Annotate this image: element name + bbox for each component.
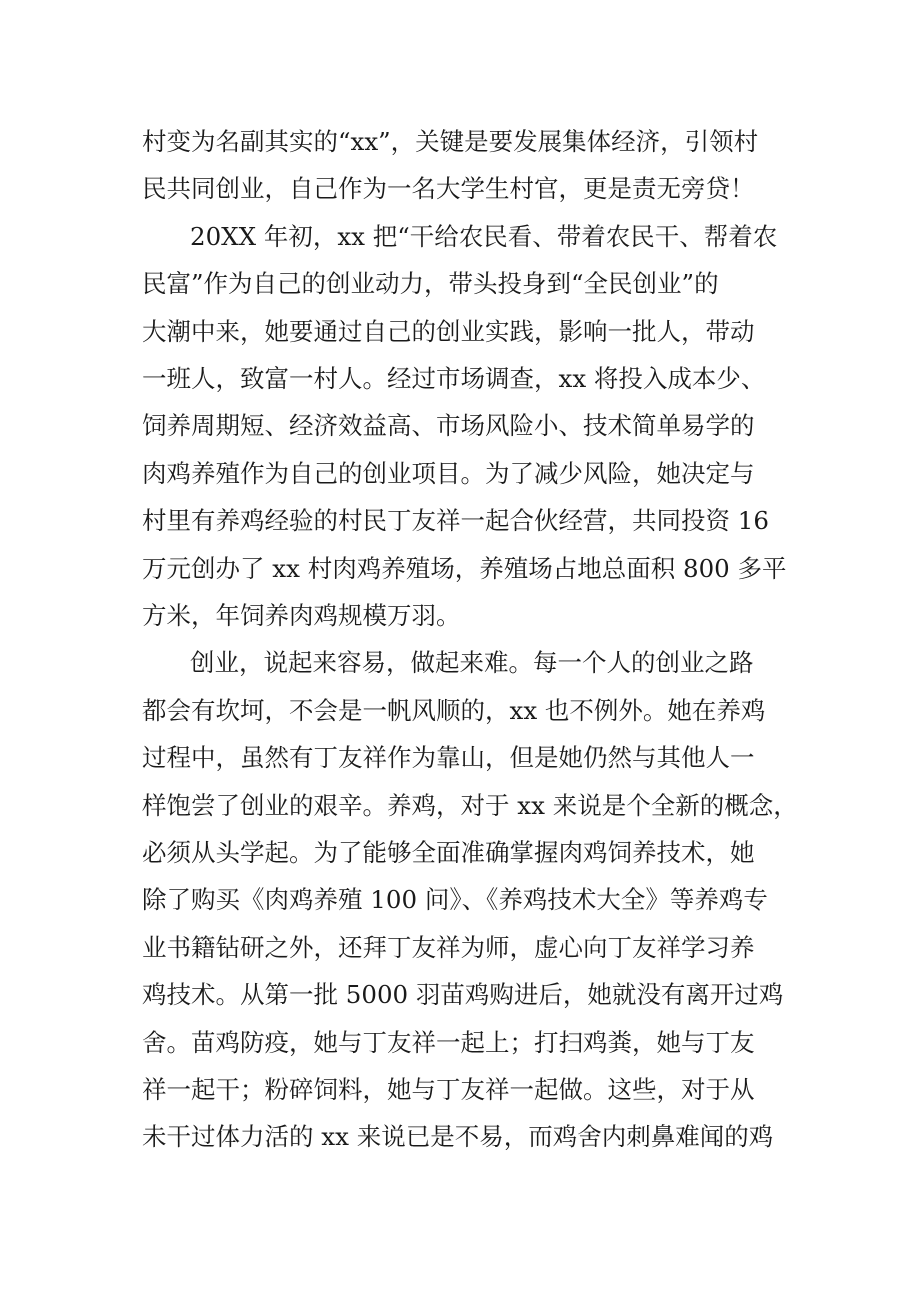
text-line: 民富”作为自己的创业动力，带头投身到“全民创业”的	[142, 269, 719, 299]
text-line: 20XX 年初，xx 把“干给农民看、带着农民干、帮着农	[190, 221, 778, 251]
text-line: 肉鸡养殖作为自己的创业项目。为了减少风险，她决定与	[142, 458, 755, 488]
text-line: 村变为名副其实的“xx”，关键是要发展集体经济，引领村	[142, 127, 759, 156]
text-line: 一班人，致富一村人。经过市场调查，xx 将投入成本少、	[142, 364, 766, 393]
text-line: 过程中，虽然有丁友祥作为靠山，但是她仍然与其他人一	[142, 743, 755, 773]
text-line: 样饱尝了创业的艰辛。养鸡，对于 xx 来说是个全新的概念，	[142, 790, 798, 820]
text-line: 万元创办了 xx 村肉鸡养殖场，养殖场占地总面积 800 多平	[142, 553, 787, 583]
text-line: 除了购买《肉鸡养殖 100 问》、《养鸡技术大全》等养鸡专	[142, 885, 768, 915]
text-line: 舍。苗鸡防疫，她与丁友祥一起上；打扫鸡粪，她与丁友	[142, 1027, 755, 1057]
text-line: 饲养周期短、经济效益高、市场风险小、技术简单易学的	[142, 411, 755, 441]
text-line: 方米，年饲养肉鸡规模万羽。	[142, 601, 461, 630]
text-line: 大潮中来，她要通过自己的创业实践，影响一批人，带动	[142, 316, 755, 346]
text-line: 创业，说起来容易，做起来难。每一个人的创业之路	[190, 648, 754, 678]
text-line: 必须从头学起。为了能够全面准确掌握肉鸡饲养技术，她	[142, 838, 755, 867]
text-line: 未干过体力活的 xx 来说已是不易，而鸡舍内刺鼻难闻的鸡	[142, 1122, 774, 1152]
text-line: 祥一起干；粉碎饲料，她与丁友祥一起做。这些，对于从	[142, 1075, 755, 1104]
text-line: 鸡技术。从第一批 5000 羽苗鸡购进后，她就没有离开过鸡	[142, 980, 784, 1010]
text-line: 民共同创业，自己作为一名大学生村官，更是责无旁贷！	[142, 174, 755, 204]
text-line: 业书籍钻研之外，还拜丁友祥为师，虚心向丁友祥学习养	[142, 932, 755, 962]
text-line: 村里有养鸡经验的村民丁友祥一起合伙经营，共同投资 16	[142, 506, 769, 536]
text-line: 都会有坎坷，不会是一帆风顺的，xx 也不例外。她在养鸡	[142, 695, 766, 725]
